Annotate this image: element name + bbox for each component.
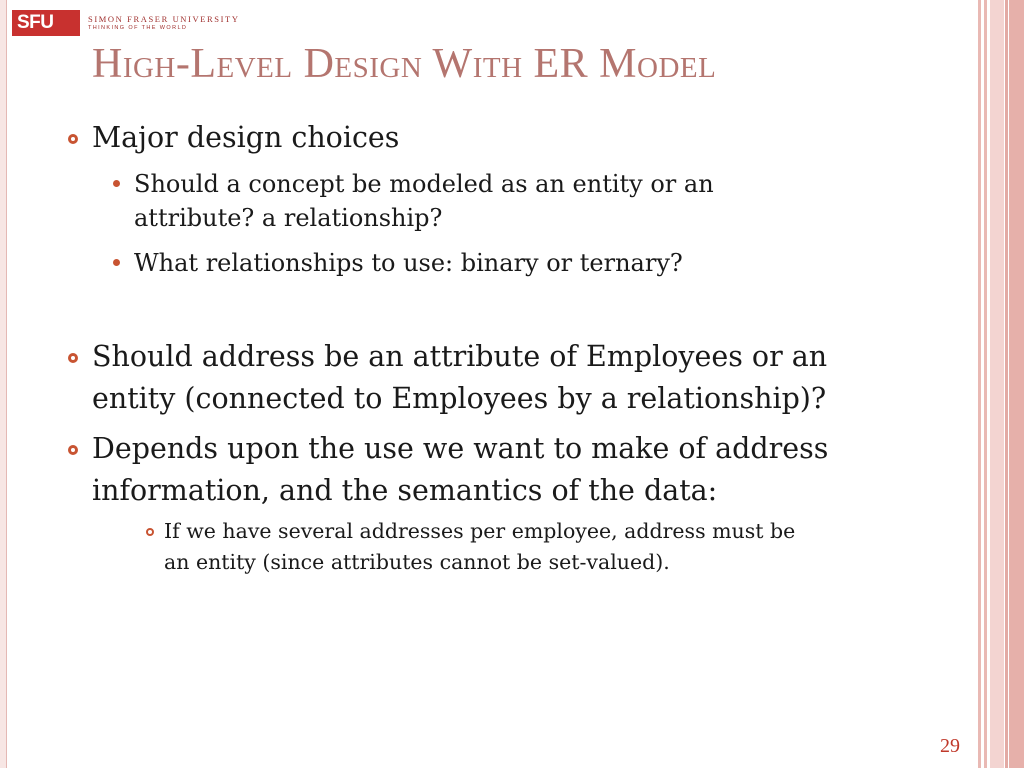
decorative-stripes [978,0,1024,768]
sub-bullet-several-addresses-cont: an entity (since attributes cannot be set-valued). [164,550,670,574]
sub-bullet-several-addresses: If we have several addresses per employee, address must be [164,519,796,543]
page-number: 29 [940,735,960,757]
sub-bullet-binary-or-ternary: What relationships to use: binary or ternary? [134,249,683,277]
ring-bullet-icon [68,134,78,144]
ring-bullet-icon [68,445,78,455]
ring-bullet-icon [68,353,78,363]
small-ring-bullet-icon [146,528,154,536]
sub-bullet-entity-or-attribute-cont: attribute? a relationship? [134,204,443,232]
logo-abbr: SFU [12,10,80,36]
bullet-depends-upon-use-cont: information, and the semantics of the data: [92,474,718,507]
dot-bullet-icon [113,180,120,187]
slide-title: High-Level Design With ER Model [92,41,717,87]
bullet-address-question: Should address be an attribute of Employees or an [92,340,828,373]
bullet-major-design-choices: Major design choices [92,121,400,154]
bullet-address-question-cont: entity (connected to Employees by a relationship)? [92,382,827,415]
left-border [0,0,7,768]
sub-bullet-entity-or-attribute: Should a concept be modeled as an entity or an [134,170,714,198]
logo-tagline: THINKING OF THE WORLD [88,25,188,31]
dot-bullet-icon [113,259,120,266]
bullet-depends-upon-use: Depends upon the use we want to make of address [92,432,829,465]
sfu-logo [12,10,240,36]
logo-university-name: SIMON FRASER UNIVERSITY [88,14,240,24]
